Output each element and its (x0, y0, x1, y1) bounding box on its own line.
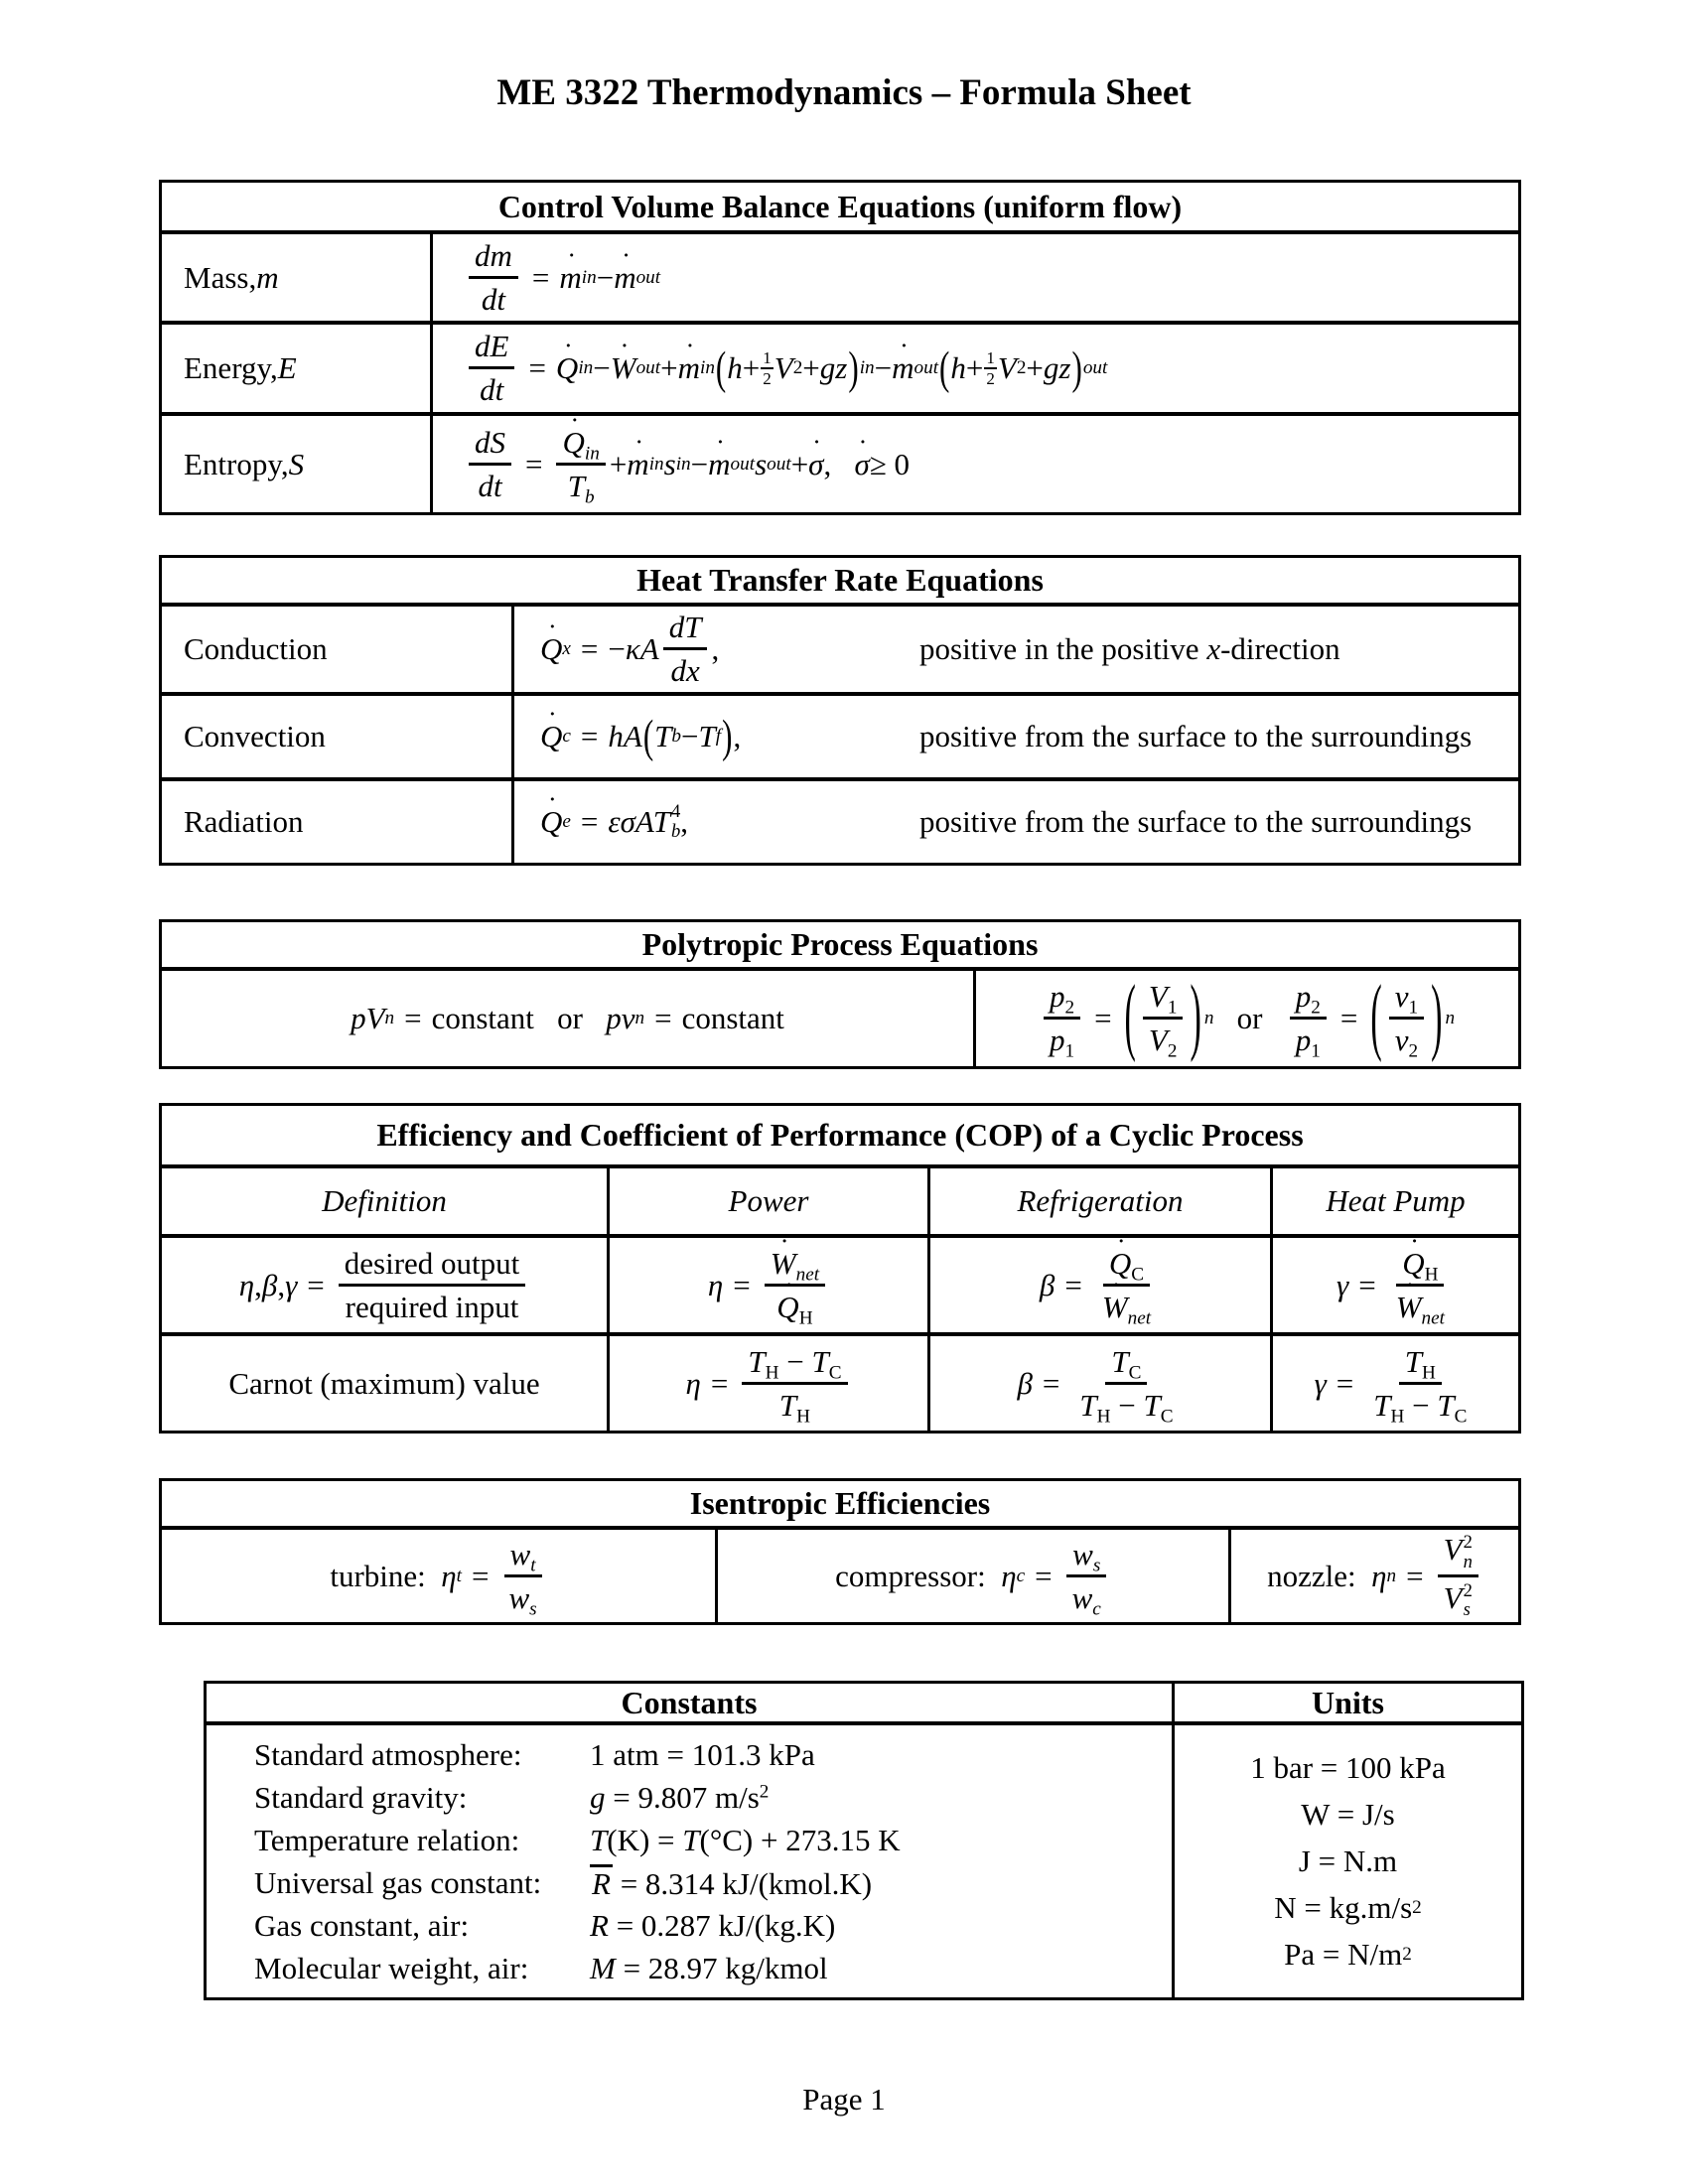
unit-item: J = N.m (1298, 1843, 1398, 1878)
constant-value: M = 28.97 kg/kmol (590, 1950, 828, 1985)
convection-note: positive from the surface to the surroundings (919, 719, 1473, 753)
compressor-efficiency-equation: compressor: η c = $\frac{w_s}{w_c}$ (715, 1530, 1228, 1622)
isentropic-table (159, 1478, 1521, 1625)
heat-transfer-table-title: Heat Transfer Rate Equations (162, 558, 1518, 607)
entropy-balance-equation: $\frac{dS}{dt}$ = Q $˙_{in}$ $T_b$ + m ˙ in s in − m ˙ out s out + σ ˙ , σ ˙ ≥ 0 (430, 416, 1518, 512)
unit-item: Pa = N/m 2 (1284, 1937, 1412, 1972)
polytropic-table (159, 919, 1521, 1069)
constants-header: Constants (621, 1684, 758, 1720)
conduction-row-label: Conduction (184, 631, 328, 666)
constant-item (254, 1819, 1172, 1861)
cop-table-title: Efficiency and Coefficient of Performance (COP) of a Cyclic Process (162, 1106, 1518, 1168)
constant-label: Universal gas constant: (254, 1864, 542, 1900)
constant-value: 1 atm = 101.3 kPa (590, 1736, 815, 1772)
table-row (162, 412, 1518, 512)
constants-units-header-row (207, 1684, 1521, 1721)
page-number: Page 1 (802, 2082, 886, 2116)
carnot-refrigeration-equation: β = $\frac{T_C}{T_H - T_C}$ (927, 1336, 1270, 1431)
mass-row-label: Mass, m (184, 259, 279, 295)
energy-balance-equation: $\frac{dE}{dt}$ = Q ˙ in − W ˙ out + m ˙ in ( h + 1 2 V 2 + gz ) in − m ˙ out ( h + 1 2 V 2 + gz ) out (430, 325, 1518, 412)
constant-item (254, 1861, 1172, 1904)
constant-item (254, 1947, 1172, 1989)
table-row (162, 692, 1518, 777)
constant-label: Standard atmosphere: (254, 1736, 522, 1772)
constant-label: Temperature relation: (254, 1822, 520, 1857)
cop-header-refrigeration: Refrigeration (927, 1168, 1270, 1234)
entropy-row-label: Entropy, S (184, 446, 305, 481)
constant-value: T(K) = T(°C) + 273.15 K (590, 1822, 901, 1857)
table-row (162, 607, 1518, 692)
refrigeration-cop-equation: β = Q $˙_C$ W $˙_{net}$ (927, 1238, 1270, 1332)
constant-value: R = 0.287 kJ/(kg.K) (590, 1907, 836, 1943)
control-volume-table-title: Control Volume Balance Equations (uniform flow) (162, 183, 1518, 234)
table-row (162, 321, 1518, 412)
power-efficiency-equation: η = W $˙_{net}$ Q $˙_H$ (607, 1238, 927, 1332)
cop-carnot-row (162, 1332, 1518, 1431)
unit-item: 1 bar = 100 kPa (1250, 1750, 1446, 1785)
conduction-equation: Q ˙ x = − κA dT dx , (540, 610, 919, 688)
table-row (162, 777, 1518, 863)
cop-table (159, 1103, 1521, 1433)
carnot-row-label: Carnot (maximum) value (228, 1365, 540, 1401)
carnot-heat-pump-equation: γ = $\frac{T_H}{T_H - T_C}$ (1270, 1336, 1518, 1431)
heat-pump-cop-equation: γ = Q $˙_H$ W $˙_{net}$ (1270, 1238, 1518, 1332)
constant-value: R = 8.314 kJ/(kmol.K) (592, 1865, 873, 1901)
control-volume-table (159, 180, 1521, 515)
page-title: ME 3322 Thermodynamics – Formula Sheet (496, 72, 1192, 113)
cop-definition-equation: η , β , γ = desired output required input (162, 1238, 607, 1332)
conduction-note: positive in the positive x-direction (919, 631, 1340, 666)
constant-item (254, 1776, 1172, 1819)
table-row (162, 971, 1518, 1066)
isentropic-table-title: Isentropic Efficiencies (162, 1481, 1518, 1530)
radiation-note: positive from the surface to the surroundings (919, 804, 1473, 839)
constant-label: Molecular weight, air: (254, 1950, 529, 1985)
polytropic-pv-equation: pV n = constant or pv n = constant (351, 1001, 784, 1035)
mass-balance-equation: $\frac{dm}{dt}$ = m ˙ in − m ˙ out (430, 234, 1518, 321)
constants-units-table (204, 1681, 1524, 2000)
heat-transfer-table (159, 555, 1521, 866)
convection-row-label: Convection (184, 719, 326, 753)
units-header: Units (1172, 1684, 1521, 1721)
table-row (162, 1530, 1518, 1622)
cop-header-definition: Definition (322, 1183, 447, 1218)
carnot-power-equation: η = $\frac{T_H - T_C}{T_H}$ (607, 1336, 927, 1431)
constant-item (254, 1733, 1172, 1776)
polytropic-table-title: Polytropic Process Equations (162, 922, 1518, 971)
units-list (1172, 1725, 1521, 1997)
constant-label: Gas constant, air: (254, 1907, 470, 1943)
cop-header-row (162, 1168, 1518, 1234)
cop-header-heat-pump: Heat Pump (1270, 1168, 1518, 1234)
cop-definition-row (162, 1234, 1518, 1332)
turbine-efficiency-equation: turbine: η t = $\frac{w_t}{w_s}$ (162, 1530, 715, 1622)
radiation-row-label: Radiation (184, 804, 304, 839)
convection-equation: Q ˙ c = hA ( T b − T f ) , (540, 719, 919, 754)
unit-item: W = J/s (1301, 1797, 1395, 1832)
cop-header-power: Power (607, 1168, 927, 1234)
constant-label: Standard gravity: (254, 1779, 468, 1815)
constants-units-body-row (207, 1721, 1521, 1997)
constant-item (254, 1904, 1172, 1947)
radiation-equation: Q ˙ e = εσAT 4 b , (540, 802, 919, 841)
constant-value: g = 9.807 $m/s^2$ (590, 1779, 770, 1815)
polytropic-ratio-equation: $\frac{p_2}{p_1}$ = ( $V_1$ $V_2$ ) n or $\frac{p_2}{p_1}$ = ( $v_1$ $v_2$ ) n (973, 971, 1518, 1066)
constants-list (207, 1725, 1172, 1997)
energy-row-label: Energy, E (184, 350, 297, 385)
table-row (162, 234, 1518, 321)
nozzle-efficiency-equation: nozzle: η n = V 2 n V 2 s (1228, 1530, 1518, 1622)
unit-item: N = kg.m/s 2 (1274, 1890, 1422, 1925)
